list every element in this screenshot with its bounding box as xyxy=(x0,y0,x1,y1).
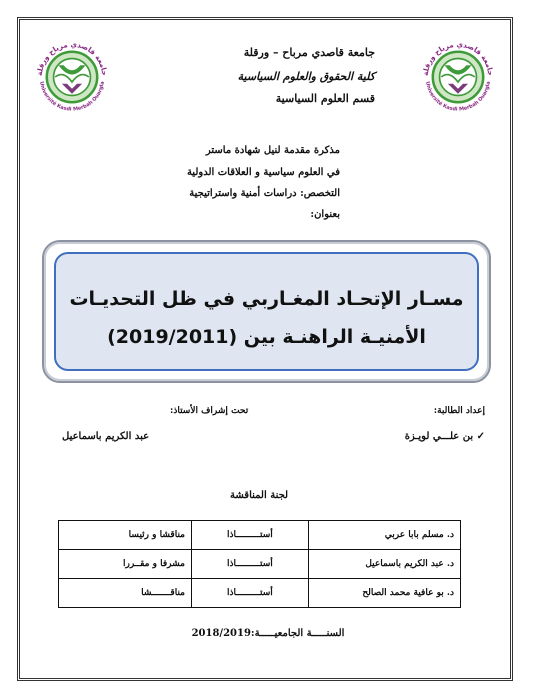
title-line-1: مسـار الإتحـاد المغـاربي في ظل التحديـات xyxy=(69,288,464,310)
table-row xyxy=(59,550,461,579)
university-name: جامعة قاصدي مرباح – ورقلة xyxy=(243,46,375,59)
member-role: مناقـــــــشا xyxy=(59,579,192,608)
member-rank: أستـــــــــاذا xyxy=(191,579,308,608)
student-name: ✓ بن علـــي لويـزة xyxy=(404,431,485,442)
member-name: د. بو عافية محمد الصالح xyxy=(308,579,460,608)
academic-year: السنـــــة الجامعيـــــة:2018/2019 xyxy=(191,628,345,639)
table-row xyxy=(59,521,461,550)
faculty-name: كلية الحقوق والعلوم السياسية xyxy=(237,70,375,83)
member-name: د. مسلم بابا عربي xyxy=(308,521,460,550)
supervisor-name: عبد الكريم باسماعيل xyxy=(62,431,150,442)
thesis-field-line: في العلوم سياسية و العلاقات الدولية xyxy=(186,167,340,178)
logo-text-bottom: Université Kasdi Merbah Ouargla xyxy=(38,81,106,113)
university-logo-left xyxy=(30,35,114,119)
member-name: د. عبد الكريم باسماعيل xyxy=(308,550,460,579)
supervisor-label: تحت إشراف الأستاذ: xyxy=(170,406,249,416)
member-role: مناقشا و رئيسا xyxy=(59,521,192,550)
thesis-specialty-line: التخصص: دراسات أمنية واستراتيجية xyxy=(189,188,340,199)
department-name: قسم العلوم السياسية xyxy=(275,92,375,105)
table-row xyxy=(59,579,461,608)
university-logo-right xyxy=(416,35,500,119)
committee-table xyxy=(58,520,461,608)
logo-text-bottom: Université Kasdi Merbah Ouargla xyxy=(424,81,492,113)
prepared-by-label: إعداد الطالبة: xyxy=(433,406,485,416)
title-line-2: الأمنيـة الراهنـة بين (2019/2011) xyxy=(107,326,426,348)
thesis-title-label: بعنوان: xyxy=(310,209,340,220)
logo-text-top: جامعة قاصدي مرباح ورقلة xyxy=(420,39,496,77)
title-frame xyxy=(42,240,491,383)
thesis-degree-line: مذكرة مقدمة لنيل شهادة ماستر xyxy=(205,145,340,156)
member-rank: أستـــــــــاذا xyxy=(191,521,308,550)
committee-heading: لجنة المناقشة xyxy=(230,490,289,501)
member-role: مشرفا و مقــررا xyxy=(59,550,192,579)
logo-text-top: جامعة قاصدي مرباح ورقلة xyxy=(34,39,110,77)
member-rank: أستـــــــــاذا xyxy=(191,550,308,579)
title-panel xyxy=(54,252,479,371)
